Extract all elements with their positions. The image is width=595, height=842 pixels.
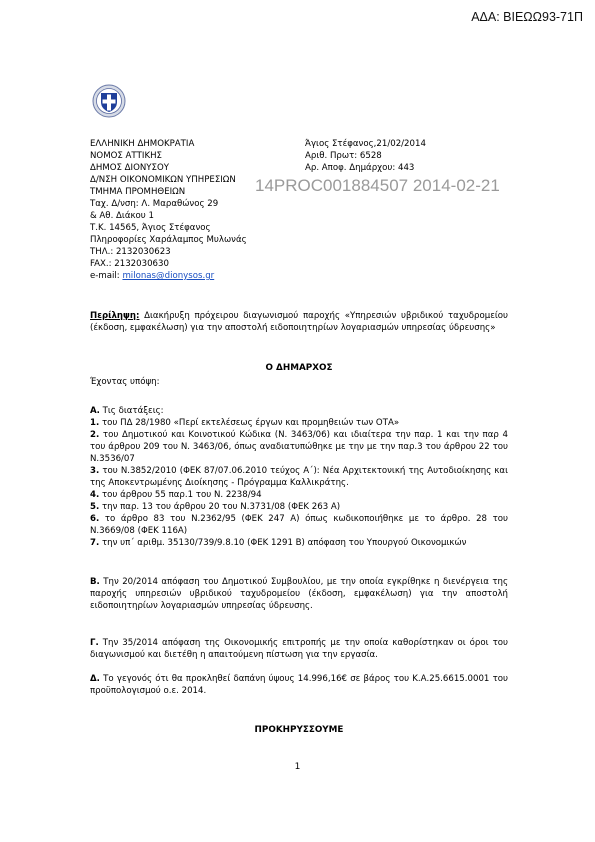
header-line: FAX.: 2132030630 xyxy=(90,259,169,269)
item-text: του άρθρου 55 παρ.1 του Ν. 2238/94 xyxy=(99,490,262,500)
email-label: e-mail: xyxy=(90,271,123,281)
hellenic-republic-emblem-icon xyxy=(92,84,126,118)
section-a xyxy=(90,405,508,549)
item-number: 7. xyxy=(90,538,100,548)
page-number: 1 xyxy=(294,762,301,772)
item-text: την παρ. 13 του άρθρου 20 του Ν.3731/08 (ΦΕΚ 263 Α) xyxy=(99,502,341,512)
date-line: Άγιος Στέφανος,21/02/2014 xyxy=(305,139,426,149)
summary-text: Διακήρυξη πρόχειρου διαγωνισμού παροχής «Υπηρεσιών υβριδικού ταχυδρομείου (έκδοση, εμφακέλωση) για την αποστολή ειδοποιητηρίων λογαριασμών υπηρεσίας ύδρευσης» xyxy=(90,311,508,333)
section-a-title: Τις διατάξεις: xyxy=(99,406,164,416)
having-regard: Έχοντας υπόψη: xyxy=(90,377,160,387)
section-d xyxy=(90,673,508,697)
mayor-heading: Ο ΔΗΜΑΡΧΟΣ xyxy=(265,363,333,373)
list-item xyxy=(90,489,508,501)
protocol-number: Αριθ. Πρωτ: 6528 xyxy=(305,151,382,161)
item-text: την υπ΄ αριθμ. 35130/739/9.8.10 (ΦΕΚ 1291 Β) απόφαση του Υπουργού Οικονομικών xyxy=(99,538,467,548)
item-number: 6. xyxy=(90,514,100,524)
section-c-text: Την 35/2014 απόφαση της Οικονομικής επιτροπής με την οποία καθορίστηκαν οι όροι του διαγωνισμού και διετέθη η απαιτούμενη πίστωση για την εργασία. xyxy=(90,638,508,660)
item-number: 3. xyxy=(90,466,100,476)
header-line: ΤΜΗΜΑ ΠΡΟΜΗΘΕΙΩΝ xyxy=(90,187,186,197)
header-line: & Αθ. Διάκου 1 xyxy=(90,211,154,221)
header-line: ΝΟΜΟΣ ΑΤΤΙΚΗΣ xyxy=(90,151,162,161)
announce-heading: ΠΡΟΚΗΡΥΣΣΟΥΜΕ xyxy=(254,725,344,735)
ada-code: ΑΔΑ: ΒΙΕΩΩ93-71Π xyxy=(471,10,583,24)
list-item xyxy=(90,501,508,513)
item-number: 1. xyxy=(90,418,100,428)
header-line: Πληροφορίες Χαράλαμπος Μυλωνάς xyxy=(90,235,247,245)
item-number: 5. xyxy=(90,502,100,512)
diavgeia-stamp: 14PROC001884507 2014-02-21 xyxy=(255,176,500,195)
email-link[interactable]: milonas@dionysos.gr xyxy=(122,271,215,281)
section-d-label: Δ. xyxy=(90,674,100,684)
summary-label: Περίληψη: xyxy=(90,311,140,321)
item-text: του Ν.3852/2010 (ΦΕΚ 87/07.06.2010 τεύχος Α΄): Νέα Αρχιτεκτονική της Αυτοδιοίκησης και της Αποκεντρωμένης Διοίκησης - Πρόγραμμα Καλλικράτης. xyxy=(90,466,508,488)
list-item xyxy=(90,537,508,549)
section-b-label: Β. xyxy=(90,577,100,587)
header-line: ΕΛΛΗΝΙΚΗ ΔΗΜΟΚΡΑΤΙΑ xyxy=(90,139,195,149)
header-line: ΔΗΜΟΣ ΔΙΟΝΥΣΟΥ xyxy=(90,163,169,173)
item-text: του Δημοτικού και Κοινοτικού Κώδικα (Ν. 3463/06) και ιδιαίτερα την παρ. 1 και την παρ 4 του άρθρου 209 του Ν. 3463/06, όπως αναδιατυπώθηκε με την με την παρ.3 του άρθρου 22 του Ν.3536/07 xyxy=(90,430,508,464)
item-number: 2. xyxy=(90,430,100,440)
section-c xyxy=(90,637,508,661)
list-item xyxy=(90,417,508,429)
list-item xyxy=(90,513,508,537)
item-text: του ΠΔ 28/1980 «Περί εκτελέσεως έργων και προμηθειών των ΟΤΑ» xyxy=(99,418,400,428)
list-item xyxy=(90,429,508,465)
section-c-label: Γ. xyxy=(90,638,99,648)
issuer-header xyxy=(90,138,247,282)
item-text: το άρθρο 83 του Ν.2362/95 (ΦΕΚ 247 Α) όπως κωδικοποιήθηκε με το άρθρο. 28 του Ν.3669/08 (ΦΕΚ 116Α) xyxy=(90,514,508,536)
item-number: 4. xyxy=(90,490,100,500)
summary xyxy=(90,310,508,334)
section-b xyxy=(90,576,508,612)
decision-number: Αρ. Αποφ. Δημάρχου: 443 xyxy=(305,163,415,173)
section-a-label: Α. xyxy=(90,406,100,416)
section-d-text: Το γεγονός ότι θα προκληθεί δαπάνη ύψους 14.996,16€ σε βάρος του Κ.Α.25.6615.0001 του προϋπολογισμού ο.ε. 2014. xyxy=(90,674,508,696)
section-b-text: Την 20/2014 απόφαση του Δημοτικού Συμβουλίου, με την οποία εγκρίθηκε η διενέργεια της παροχής υπηρεσιών υβριδικού ταχυδρομείου (έκδοση, εμφακέλωση) για την αποστολή ειδοποιητηρίων λογαριασμών υπηρεσίας ύδρευσης. xyxy=(90,577,508,611)
header-line: Τ.Κ. 14565, Άγιος Στέφανος xyxy=(90,223,211,233)
header-line: ΤΗΛ.: 2132030623 xyxy=(90,247,171,257)
header-line: Ταχ. Δ/νση: Λ. Μαραθώνος 29 xyxy=(90,199,219,209)
header-line: Δ/ΝΣΗ ΟΙΚΟΝΟΜΙΚΩΝ ΥΠΗΡΕΣΙΩΝ xyxy=(90,175,236,185)
email-line xyxy=(90,270,247,282)
list-item xyxy=(90,465,508,489)
protocol-header xyxy=(305,138,426,174)
